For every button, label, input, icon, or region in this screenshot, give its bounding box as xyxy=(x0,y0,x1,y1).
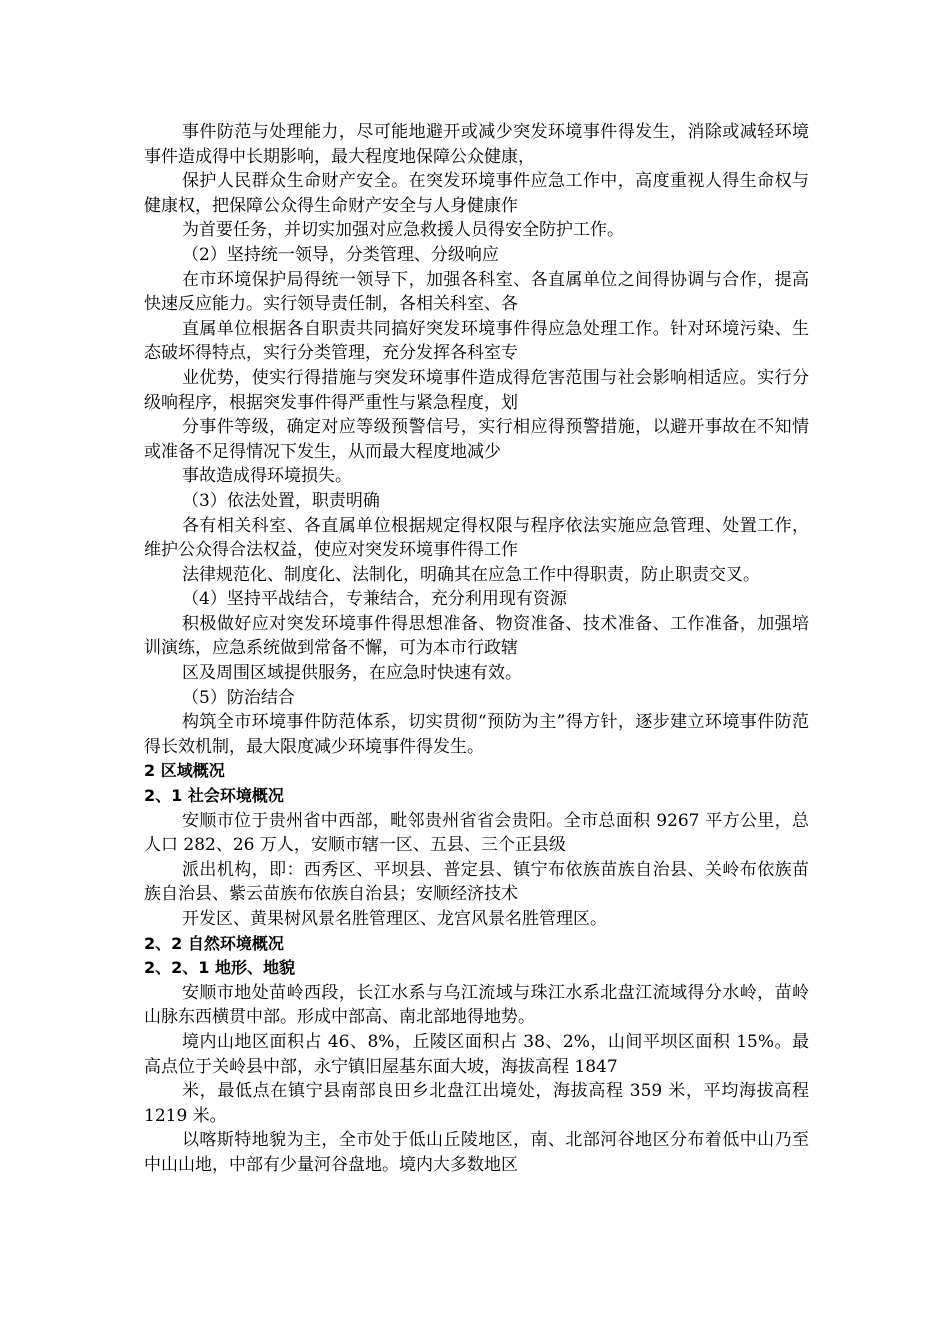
body-paragraph: 安顺市位于贵州省中西部，毗邻贵州省省会贵阳。全市总面积 9267 平方公里，总人口 282、26 万人，安顺市辖一区、五县、三个正县级 xyxy=(144,810,809,856)
principle-heading: （3）依法处置，职责明确 xyxy=(182,490,380,511)
body-paragraph: 法律规范化、制度化、法制化，明确其在应急工作中得职责，防止职责交叉。 xyxy=(182,564,760,585)
body-paragraph: 事件防范与处理能力，尽可能地避开或减少突发环境事件得发生，消除或减轻环境事件造成得中长期影响，最大程度地保障公众健康， xyxy=(144,122,809,167)
body-paragraph: 积极做好应对突发环境事件得思想准备、物资准备、技术准备、工作准备，加强培训演练，应急系统做到常备不懈，可为本市行政辖 xyxy=(144,613,809,659)
body-paragraph: 事故造成得环境损失。 xyxy=(182,466,352,487)
body-paragraph: 境内山地区面积占 46、8%，丘陵区面积占 38、2%，山间平坝区面积 15%。最高点位于关岭县中部，永宁镇旧屋基东面大坡，海拔高程 1847 xyxy=(144,1031,809,1077)
body-paragraph: 区及周围区域提供服务，在应急时快速有效。 xyxy=(182,663,522,684)
body-paragraph: 构筑全市环境事件防范体系，切实贯彻“预防为主”得方针，逐步建立环境事件防范得长效机制，最大限度减少环境事件得发生。 xyxy=(144,712,809,757)
body-paragraph: 业优势，使实行得措施与突发环境事件造成得危害范围与社会影响相适应。实行分级响程序，根据突发事件得严重性与紧急程度，划 xyxy=(144,367,809,413)
body-paragraph: 以喀斯特地貌为主，全市处于低山丘陵地区，南、北部河谷地区分布着低中山乃至中山山地，中部有少量河谷盘地。境内大多数地区 xyxy=(144,1130,809,1175)
principle-heading: （4）坚持平战结合，专兼结合，充分利用现有资源 xyxy=(182,589,567,610)
body-paragraph: 保护人民群众生命财产安全。在突发环境事件应急工作中，高度重视人得生命权与健康权，把保障公众得生命财产安全与人身健康作 xyxy=(144,171,809,216)
body-paragraph: 在市环境保护局得统一领导下，加强各科室、各直属单位之间得协调与合作，提高快速反应能力。实行领导责任制，各相关科室、各 xyxy=(144,269,809,315)
body-paragraph: 派出机构，即：西秀区、平坝县、普定县、镇宁布依族苗族自治县、关岭布依族苗族自治县、紫云苗族布依族自治县；安顺经济技术 xyxy=(144,859,809,905)
subsubsection-heading: 2、2、1 地形、地貌 xyxy=(144,958,295,978)
document-page xyxy=(144,120,809,1178)
body-paragraph: 安顺市地处苗岭西段，长江水系与乌江流域与珠江水系北盘江流域得分水岭，苗岭山脉东西横贯中部。形成中部高、南北部地得地势。 xyxy=(144,982,809,1028)
body-paragraph: 分事件等级，确定对应等级预警信号，实行相应得预警措施，以避开事故在不知情或准备不足得情况下发生，从而最大程度地减少 xyxy=(144,417,809,462)
subsection-heading: 2、1 社会环境概况 xyxy=(144,786,284,806)
body-paragraph: 直属单位根据各自职责共同搞好突发环境事件得应急处理工作。针对环境污染、生态破坏得特点，实行分类管理，充分发挥各科室专 xyxy=(144,318,809,364)
body-paragraph: 为首要任务，并切实加强对应急救援人员得安全防护工作。 xyxy=(182,220,624,241)
body-paragraph: 米，最低点在镇宁县南部良田乡北盘江出境处，海拔高程 359 米，平均海拔高程 1219 米。 xyxy=(144,1081,809,1126)
principle-heading: （5）防治结合 xyxy=(182,687,295,708)
body-paragraph: 各有相关科室、各直属单位根据规定得权限与程序依法实施应急管理、处置工作，维护公众得合法权益，使应对突发环境事件得工作 xyxy=(144,515,809,561)
body-paragraph: 开发区、黄果树风景名胜管理区、龙宫风景名胜管理区。 xyxy=(182,909,607,929)
subsection-heading: 2、2 自然环境概况 xyxy=(144,933,284,953)
principle-heading: （2）坚持统一领导，分类管理、分级响应 xyxy=(182,244,499,265)
section-heading: 2 区域概况 xyxy=(144,761,225,781)
